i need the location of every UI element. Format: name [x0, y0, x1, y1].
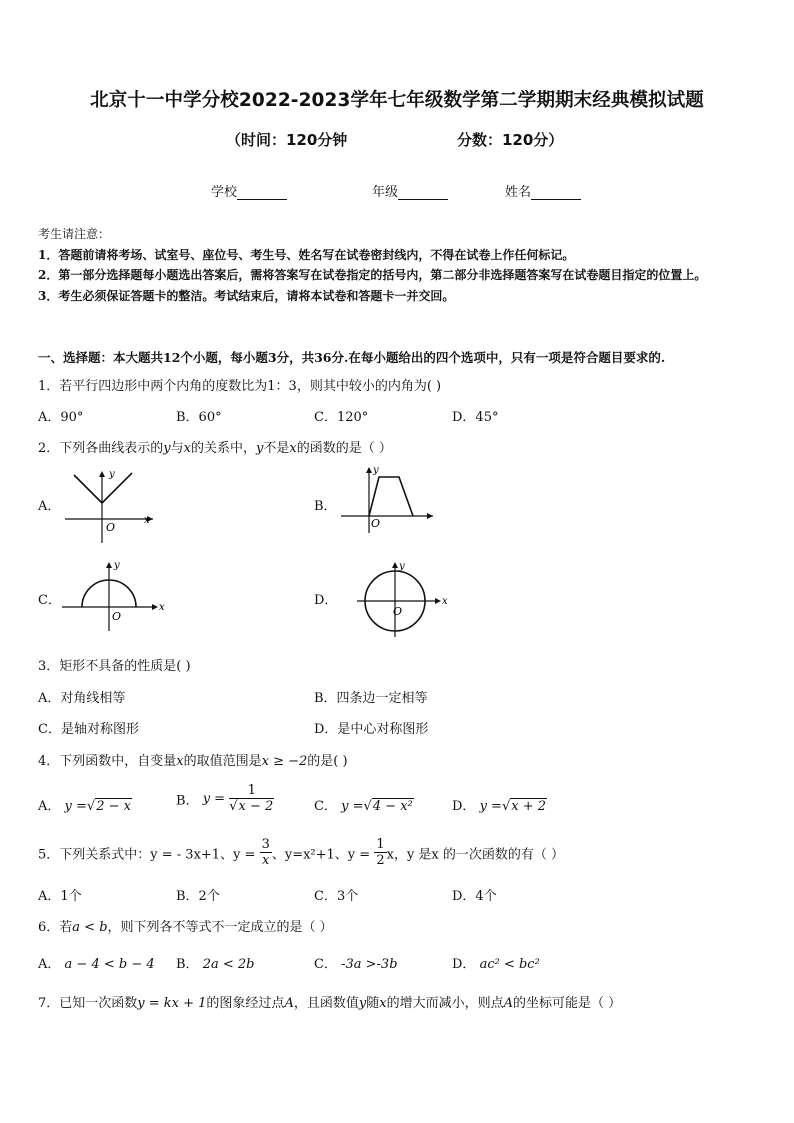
q1-option-c[interactable]: C．120°: [314, 410, 369, 425]
q4-option-c[interactable]: C． y =√4 − x²: [314, 799, 413, 814]
q6-option-d[interactable]: D． ac² < bc²: [452, 957, 540, 972]
q2-graph-a: [65, 465, 165, 545]
q1-option-d[interactable]: D．45°: [452, 410, 499, 425]
q3-option-b[interactable]: B．四条边一定相等: [314, 691, 428, 706]
name-field[interactable]: [505, 181, 581, 200]
q2-graph-c: [62, 558, 167, 638]
q4-option-a[interactable]: A． y =√2 − x: [38, 799, 131, 814]
q2-option-a[interactable]: A．: [38, 499, 61, 514]
school-blank[interactable]: [237, 186, 287, 200]
origin-label: O: [112, 610, 122, 623]
origin-label: O: [371, 517, 381, 530]
total-score: 分数：120分）: [457, 131, 564, 149]
note-item: 3．考生必须保证答题卡的整洁。考试结束后，请将本试卷和答题卡一并交回。: [38, 288, 455, 303]
question-2-stem: 2．下列各曲线表示的y与x的关系中，y不是x的函数的是（ ）: [38, 441, 392, 456]
q5-option-c[interactable]: C．3个: [314, 889, 359, 904]
origin-label: O: [106, 521, 116, 534]
q5-option-b[interactable]: B．2个: [176, 889, 220, 904]
q1-option-b[interactable]: B．60°: [176, 410, 222, 425]
q2-option-d[interactable]: D．: [314, 593, 338, 608]
grade-field[interactable]: [372, 181, 448, 200]
q4-option-b[interactable]: B． y = $\frac{1}{√x - 2}$: [176, 783, 274, 814]
q3-option-c[interactable]: C．是轴对称图形: [38, 722, 139, 737]
name-blank[interactable]: [531, 186, 581, 200]
axis-y-label: y: [114, 560, 120, 571]
question-4-stem: 4．下列函数中，自变量x的取值范围是x ≥ −2的是( ): [38, 754, 348, 769]
question-3-stem: 3．矩形不具备的性质是( ): [38, 659, 191, 674]
grade-label: 年级: [372, 185, 399, 200]
question-6-stem: 6．若a < b，则下列各不等式不一定成立的是（ ）: [38, 920, 333, 935]
q6-option-b[interactable]: B． 2a < 2b: [176, 957, 255, 972]
q6-option-a[interactable]: A． a − 4 < b − 4: [38, 957, 155, 972]
question-1-stem: 1．若平行四边形中两个内角的度数比为1：3，则其中较小的内角为( ): [38, 379, 442, 394]
school-label: 学校: [211, 185, 238, 200]
grade-blank[interactable]: [398, 186, 448, 200]
question-5-stem: 5．下列关系式中：y = - 3x+1、y = $\frac{3}{x}$ 、y=x²+1、y = $\frac{1}{2}$ x，y 是x 的一次函数的有（ ）: [38, 837, 565, 868]
axis-x-label: x: [144, 515, 150, 526]
q3-option-d[interactable]: D．是中心对称图形: [314, 722, 429, 737]
time-limit: （时间：120分钟: [226, 131, 348, 149]
notes-heading: 考生请注意：: [38, 227, 111, 241]
origin-label: O: [393, 605, 403, 618]
note-item: 2．第一部分选择题每小题选出答案后，需将答案写在试卷指定的括号内，第二部分非选择题答案写在试卷题目指定的位置上。: [38, 268, 707, 282]
q1-option-a[interactable]: A．90°: [38, 410, 84, 425]
axis-x-label: x: [442, 596, 448, 607]
question-7-stem: 7．已知一次函数y = kx + 1的图象经过点A，且函数值y随x的增大而减小，则点A的坐标可能是（ ）: [38, 996, 622, 1011]
q2-option-c[interactable]: C．: [38, 593, 61, 608]
q5-option-a[interactable]: A．1个: [38, 889, 82, 904]
q4-option-d[interactable]: D． y =√x + 2: [452, 799, 547, 814]
axis-y-label: y: [109, 469, 115, 480]
axis-y-label: y: [399, 561, 405, 572]
q3-option-a[interactable]: A．对角线相等: [38, 691, 126, 706]
school-field[interactable]: [211, 181, 287, 200]
q5-option-d[interactable]: D．4个: [452, 889, 497, 904]
axis-y-label: y: [373, 465, 379, 476]
q2-graph-d: [355, 557, 455, 647]
q2-graph-b: [341, 463, 441, 543]
name-label: 姓名: [505, 185, 532, 200]
note-item: 1．答题前请将考场、试室号、座位号、考生号、姓名写在试卷密封线内，不得在试卷上作任何标记。: [38, 247, 575, 262]
q2-option-b[interactable]: B．: [314, 499, 337, 514]
exam-title: 北京十一中学分校2022-2023学年七年级数学第二学期期末经典模拟试题: [90, 90, 704, 111]
candidate-notes: [38, 224, 762, 306]
axis-x-label: x: [159, 602, 165, 613]
section-heading: 一、选择题：本大题共12个小题，每小题3分，共36分.在每小题给出的四个选项中，只有一项是符合题目要求的.: [38, 350, 666, 365]
q6-option-c[interactable]: C． -3a >-3b: [314, 957, 398, 972]
